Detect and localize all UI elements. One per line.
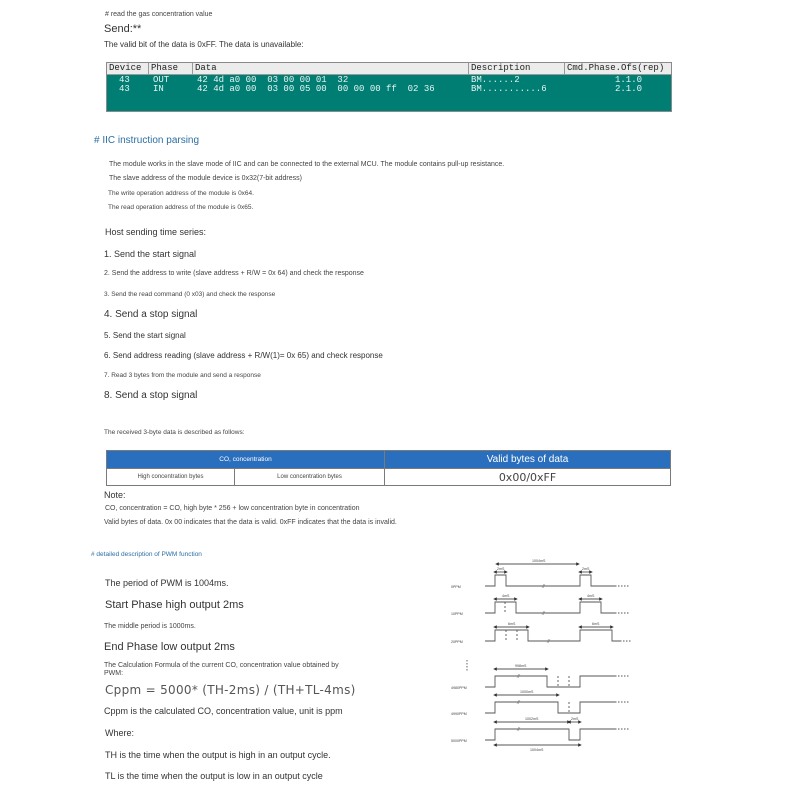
step-6: 6. Send address reading (slave address + R/W(1)= 0x 65) and check response (104, 351, 383, 360)
waveform-4980ppm (485, 676, 615, 687)
header-description: Description (469, 63, 565, 74)
iic-heading: # IIC instruction parsing (94, 135, 200, 146)
end-label-10ppm: 4mS (587, 594, 595, 598)
cell-phase: IN (153, 84, 164, 94)
comment-read-gas: # read the gas concentration value (105, 11, 213, 18)
end-label-5000ppm: 2mS (571, 717, 579, 721)
waveform-5000ppm (485, 729, 615, 740)
byte-description-table (106, 450, 671, 486)
label-10ppm: 10PPM (451, 612, 463, 616)
tl-desc: TL is the time when the output is low in an output cycle (105, 771, 323, 781)
cell-valid-value: 0x00/0xFF (385, 469, 671, 486)
formula-intro-2: PWM: (104, 670, 124, 677)
waveform-0ppm (485, 575, 615, 586)
cell-device: 43 (119, 84, 130, 94)
usb-row[interactable] (107, 85, 671, 94)
period-label-5000ppm: 1004mS (530, 748, 544, 752)
valid-bit-note: The valid bit of the data is 0xFF. The data is unavailable: (104, 40, 304, 49)
break-mark: // (517, 700, 520, 706)
formula: Cppm = 5000* (TH-2ms) / (TH+TL-4ms) (105, 683, 356, 697)
step-4: 4. Send a stop signal (104, 309, 198, 320)
where-label: Where: (105, 728, 135, 738)
header-cmd: Cmd.Phase.Ofs(rep) (567, 63, 665, 73)
pulse-label-4990ppm: 1000mS (520, 690, 534, 694)
cell-data: 42 4d a0 00 03 00 05 00 00 00 00 ff 02 36 (197, 84, 435, 94)
header-data: Data (193, 63, 469, 74)
waveform-10ppm (485, 602, 615, 613)
step-1: 1. Send the start signal (104, 249, 197, 259)
cell-low-bytes: Low concentration bytes (235, 469, 385, 486)
break-mark: // (547, 639, 550, 645)
step-3: 3. Send the read command (0 x03) and check the response (104, 291, 276, 298)
iic-line-4: The read operation address of the module is 0x65. (108, 204, 254, 211)
label-0ppm: 0PPM (451, 585, 461, 589)
step-7: 7. Read 3 bytes from the module and send a response (104, 372, 261, 379)
waveform-20ppm (485, 630, 620, 641)
break-mark: // (542, 584, 545, 590)
header-device: Device (107, 63, 149, 74)
pulse-label-0ppm: 2mS (497, 567, 505, 571)
cell-description: BM...........6 (471, 84, 547, 94)
cell-data: 42 4d a0 00 03 00 00 01 32 (197, 75, 349, 85)
break-mark: // (517, 727, 520, 733)
pulse-label-10ppm: 4mS (502, 594, 510, 598)
usb-capture-header (107, 63, 671, 75)
pwm-period: The period of PWM is 1004ms. (105, 578, 229, 588)
pulse-label-5000ppm: 1002mS (525, 717, 539, 721)
label-5000ppm: 5000PPM (451, 739, 467, 743)
pulse-label-4980ppm: 998mS (515, 664, 527, 668)
end-label-0ppm: 2mS (582, 567, 590, 571)
label-4990ppm: 4990PPM (451, 712, 467, 716)
break-mark: // (542, 611, 545, 617)
pulse-label-20ppm: 6mS (508, 622, 516, 626)
cell-description: BM......2 (471, 75, 520, 85)
iic-line-2: The slave address of the module device is 0x32(7-bit address) (109, 175, 302, 182)
label-4980ppm: 4980PPM (451, 686, 467, 690)
step-5: 5. Send the start signal (104, 331, 186, 340)
end-label-20ppm: 6mS (592, 622, 600, 626)
break-mark: // (517, 674, 520, 680)
formula-intro-1: The Calculation Formula of the current CO, concentration value obtained by (104, 662, 339, 669)
usb-capture-table (106, 62, 672, 112)
cell-cmd: 1.1.0 (615, 75, 643, 85)
pwm-heading: # detailed description of PWM function (91, 551, 202, 558)
cell-phase: OUT (153, 75, 170, 85)
label-20ppm: 20PPM (451, 640, 463, 644)
iic-line-3: The write operation address of the module is 0x64. (108, 190, 254, 197)
note-title: Note: (104, 490, 126, 500)
note-line-1: CO, concentration = CO, high byte * 256 + low concentration byte in concentration (105, 505, 360, 512)
header-valid-bytes: Valid bytes of data (385, 451, 671, 469)
cppm-desc: Cppm is the calculated CO, concentration value, unit is ppm (104, 706, 343, 716)
th-desc: TH is the time when the output is high in an output cycle. (105, 750, 331, 760)
cell-device: 43 (119, 75, 130, 85)
received-desc: The received 3-byte data is described as follows: (104, 429, 245, 436)
iic-line-1: The module works in the slave mode of IIC and can be connected to the external MCU. The module contains pull-up resistance. (109, 161, 505, 168)
pwm-end-phase: End Phase low output 2ms (104, 641, 235, 653)
step-8: 8. Send a stop signal (104, 390, 198, 401)
waveform-4990ppm (485, 702, 615, 713)
pwm-start-phase: Start Phase high output 2ms (105, 599, 244, 611)
cell-cmd: 2.1.0 (615, 84, 643, 94)
header-co-concentration: CO, concentration (107, 451, 385, 469)
step-2: 2. Send the address to write (slave address + R/W = 0x 64) and check the response (104, 270, 364, 277)
header-phase: Phase (149, 63, 193, 74)
pwm-timing-diagram (450, 552, 650, 752)
period-label: 1004mS (532, 559, 546, 563)
pwm-middle: The middle period is 1000ms. (104, 623, 196, 630)
cell-high-bytes: High concentration bytes (107, 469, 235, 486)
send-label: Send:** (104, 23, 142, 35)
series-title: Host sending time series: (105, 227, 207, 237)
note-line-2: Valid bytes of data. 0x 00 indicates that the data is valid. 0xFF indicates that the data is invalid. (104, 519, 397, 526)
